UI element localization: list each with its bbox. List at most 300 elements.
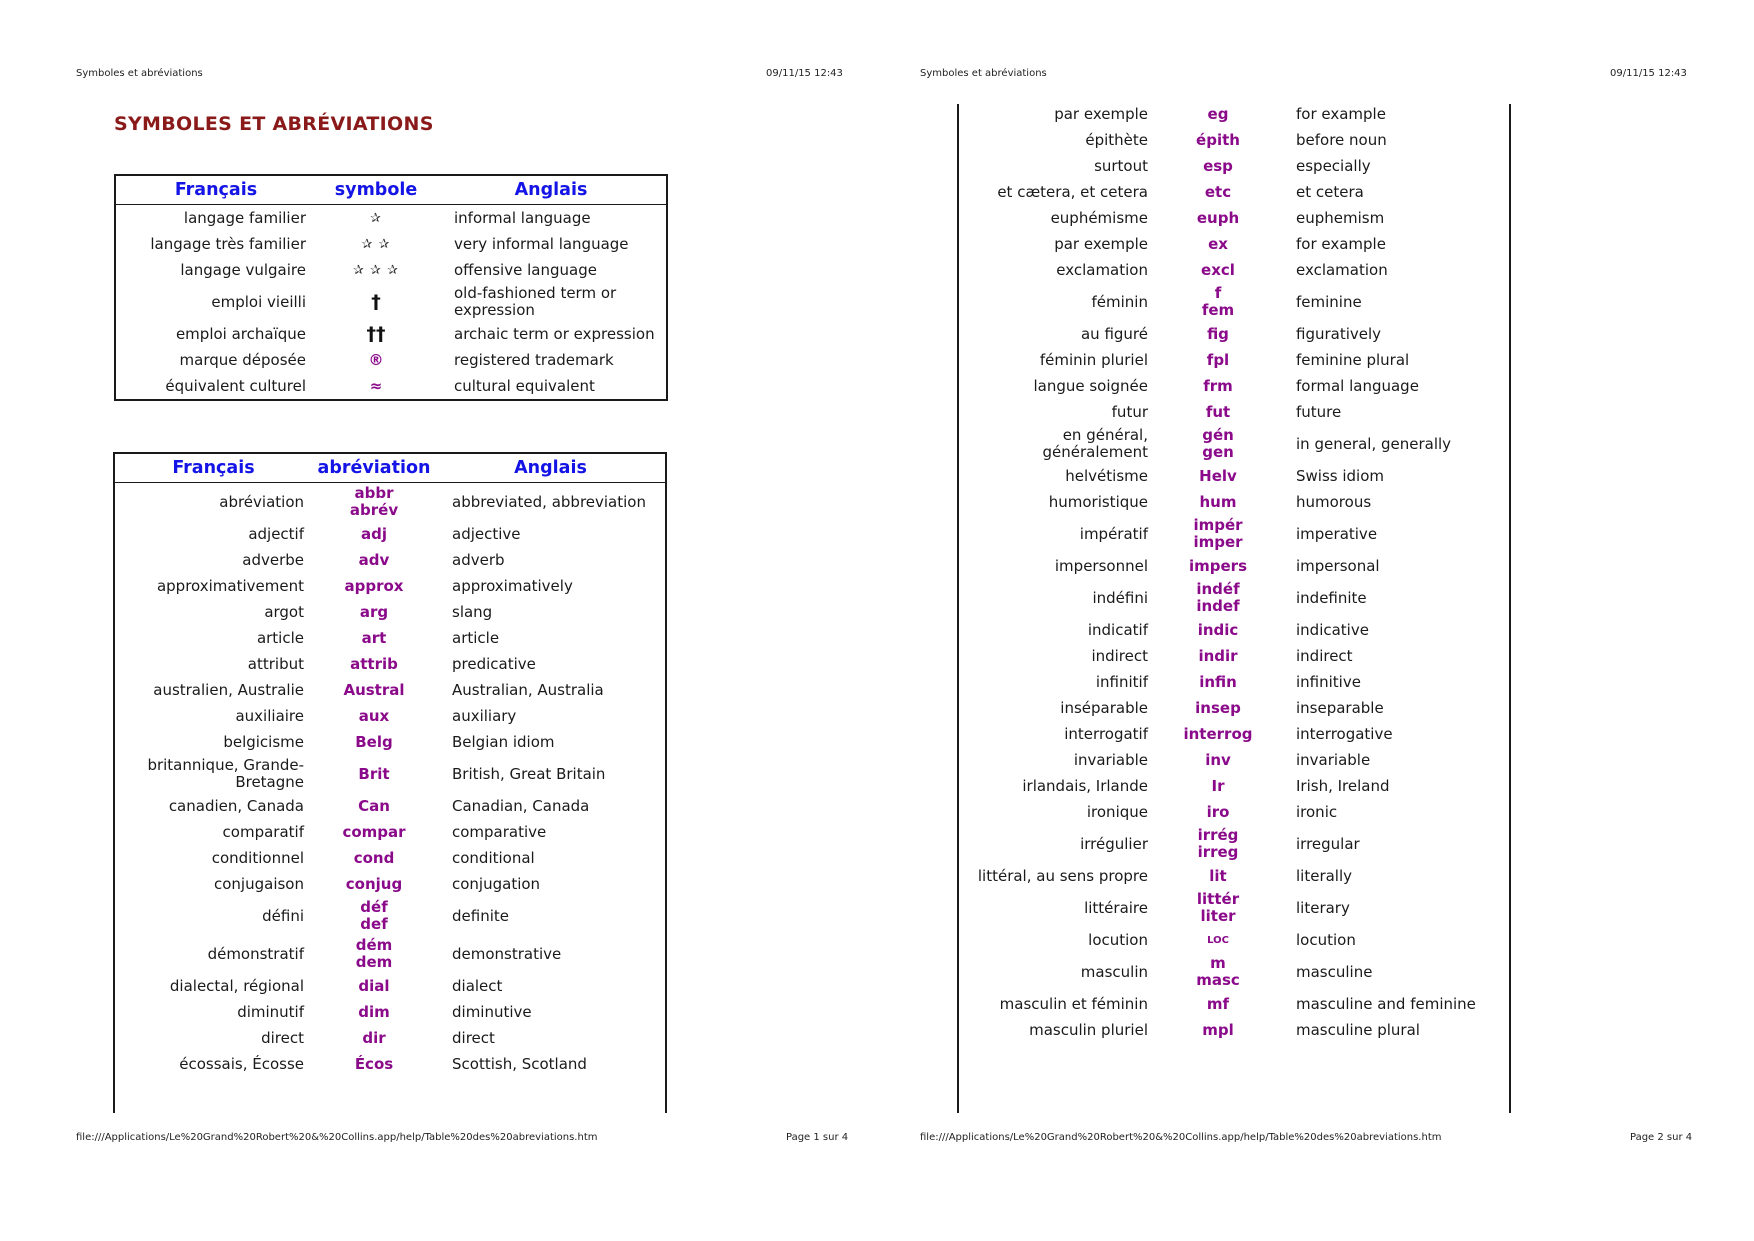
french-term: impératif (1079, 524, 1148, 543)
abbreviation-form: indic (1197, 620, 1239, 639)
abbreviation-form: gén (1202, 426, 1234, 444)
table-row (113, 729, 667, 755)
english-term: for example (1296, 104, 1386, 123)
english-term: offensive language (454, 260, 597, 279)
english-term: imperative (1296, 524, 1378, 543)
french-term: féminin (1091, 292, 1148, 311)
french-term: belgicisme (223, 732, 304, 751)
table-row (957, 463, 1511, 489)
english-term: feminine plural (1296, 350, 1410, 369)
table-right-border (665, 452, 667, 1113)
abbreviation (314, 1025, 434, 1051)
table-row (957, 863, 1511, 889)
abbreviation (314, 521, 434, 547)
table-row (113, 703, 667, 729)
french-term: humoristique (1048, 492, 1148, 511)
abbreviation (1158, 515, 1278, 553)
french-term: direct (261, 1028, 304, 1047)
english-term: humorous (1296, 492, 1372, 511)
abbreviation-form: irrég (1197, 826, 1239, 844)
abbreviation (314, 871, 434, 897)
french-term: indicatif (1087, 620, 1148, 639)
table-row (957, 927, 1511, 953)
table-row (957, 1017, 1511, 1043)
double-star-icon: ✰ ✰ (361, 236, 391, 252)
abbreviation-form: imper (1193, 533, 1243, 551)
abbreviation (314, 573, 434, 599)
english-term: future (1296, 402, 1342, 421)
table-row (957, 721, 1511, 747)
english-term: in general, generally (1296, 434, 1452, 453)
footer-right: Page 2 sur 4 (1630, 1132, 1693, 1143)
abbreviation-form: masc (1196, 971, 1240, 989)
abbreviation-form: impers (1188, 556, 1247, 575)
table-row (957, 991, 1511, 1017)
english-term: Irish, Ireland (1296, 776, 1390, 795)
french-term: masculin et féminin (999, 994, 1148, 1013)
dagger-icon: † (371, 290, 381, 313)
page-2 (877, 0, 1754, 1241)
table-row (957, 489, 1511, 515)
abbreviation (1158, 991, 1278, 1017)
abbreviation-form: compar (342, 822, 406, 841)
abbreviation (1158, 257, 1278, 283)
abbreviation-form: eg (1207, 104, 1229, 123)
english-term: infinitive (1296, 672, 1361, 691)
abbreviation-form: ex (1208, 234, 1228, 253)
approx-equal-icon: ≈ (369, 376, 383, 395)
table-row (957, 101, 1511, 127)
abbreviation-form: Belg (355, 732, 393, 751)
column-header-abbreviation: abréviation (314, 453, 434, 483)
table-row (115, 205, 667, 232)
french-term: article (256, 628, 304, 647)
column-header-french: Français (115, 175, 316, 205)
english-term: before noun (1296, 130, 1387, 149)
abbreviation-form: adj (360, 524, 387, 543)
abbreviation (1158, 489, 1278, 515)
abbreviations-table-1 (113, 452, 667, 1077)
abbreviation (314, 819, 434, 845)
french-term: conjugaison (214, 874, 304, 893)
french-term: indéfini (1092, 588, 1148, 607)
table-row (957, 321, 1511, 347)
french-term: helvétisme (1065, 466, 1148, 485)
french-term: abréviation (219, 492, 304, 511)
abbreviation (314, 677, 434, 703)
footer-left: file:///Applications/Le%20Grand%20Robert%20&%20Collins.app/help/Table%20des%20abreviations.htm (76, 1132, 598, 1143)
abbreviation (314, 729, 434, 755)
abbreviation-form: littér (1196, 890, 1240, 908)
header-right: 09/11/15 12:43 (1610, 68, 1687, 79)
abbreviation (1158, 373, 1278, 399)
french-term: indirect (1091, 646, 1148, 665)
abbreviation-form: excl (1201, 260, 1235, 279)
english-term: approximatively (452, 576, 573, 595)
abbreviations-table-1-body (113, 483, 667, 1078)
abbreviation-form: adv (358, 550, 390, 569)
table-row (957, 257, 1511, 283)
table-row (115, 373, 667, 400)
english-term: Belgian idiom (452, 732, 555, 751)
abbreviation (1158, 695, 1278, 721)
english-term: invariable (1296, 750, 1371, 769)
french-term: argot (264, 602, 304, 621)
abbreviation-form: dim (358, 1002, 390, 1021)
abbreviation (1158, 463, 1278, 489)
english-term: registered trademark (454, 350, 614, 369)
triple-star-icon: ✰ ✰ ✰ (353, 262, 399, 278)
abbreviation-form: Austral (343, 680, 405, 699)
abbreviation (1158, 425, 1278, 463)
abbreviation (314, 703, 434, 729)
table-row (957, 153, 1511, 179)
table-left-border (957, 104, 959, 1113)
abbreviation-form: euph (1196, 208, 1240, 227)
french-term: irlandais, Irlande (1022, 776, 1148, 795)
page-title: SYMBOLES ET ABRÉVIATIONS (114, 113, 434, 135)
table-row (113, 755, 667, 793)
abbreviation (1158, 283, 1278, 321)
abbreviation-form: mpl (1202, 1020, 1234, 1039)
table-row (957, 127, 1511, 153)
abbreviation-form: Helv (1199, 466, 1237, 485)
french-term: écossais, Écosse (179, 1054, 304, 1073)
abbreviation-form: aux (358, 706, 390, 725)
french-term: conditionnel (211, 848, 304, 867)
registered-icon: ® (368, 350, 384, 369)
french-term: britannique, Grande-Bretagne (147, 756, 304, 791)
table-row (113, 819, 667, 845)
english-term: article (452, 628, 500, 647)
abbreviation-form: frm (1203, 376, 1233, 395)
abbreviation-form: fig (1207, 324, 1229, 343)
star-icon: ✰ (370, 210, 382, 226)
english-term: Canadian, Canada (452, 796, 590, 815)
french-term: féminin pluriel (1039, 350, 1148, 369)
abbreviation (1158, 231, 1278, 257)
abbreviation-form: conjug (345, 874, 403, 893)
table-row (113, 999, 667, 1025)
abbreviation-form: dém (355, 936, 393, 954)
abbreviation-form: abrév (349, 501, 399, 519)
abbreviation-form: Can (358, 796, 390, 815)
french-term: langage très familier (150, 234, 306, 253)
abbreviation (1158, 153, 1278, 179)
abbreviation (1158, 927, 1278, 953)
english-term: abbreviated, abbreviation (452, 492, 646, 511)
table-row (113, 871, 667, 897)
table-row (115, 257, 667, 283)
english-term: literary (1296, 898, 1350, 917)
french-term: comparatif (222, 822, 304, 841)
table-row (957, 643, 1511, 669)
abbreviation-form: impér (1193, 516, 1243, 534)
abbreviation-form: inv (1205, 750, 1231, 769)
english-term: cultural equivalent (454, 376, 595, 395)
table-row (113, 1051, 667, 1077)
french-term: attribut (247, 654, 304, 673)
english-term: conjugation (452, 874, 541, 893)
english-term: adverb (452, 550, 505, 569)
abbreviation (1158, 889, 1278, 927)
english-term: British, Great Britain (452, 764, 606, 783)
table-row (957, 205, 1511, 231)
english-term: figuratively (1296, 324, 1382, 343)
english-term: Scottish, Scotland (452, 1054, 587, 1073)
abbreviation-form: épith (1196, 130, 1240, 149)
french-term: futur (1111, 402, 1148, 421)
french-term: infinitif (1095, 672, 1148, 691)
abbreviation-form: esp (1203, 156, 1233, 175)
header-left: Symboles et abréviations (76, 68, 203, 79)
abbreviation-form: hum (1199, 492, 1237, 511)
french-term: masculin (1080, 962, 1148, 981)
abbreviation (314, 793, 434, 819)
abbreviation-form: m (1210, 954, 1226, 972)
english-term: feminine (1296, 292, 1362, 311)
abbreviation (1158, 101, 1278, 127)
abbreviation (1158, 127, 1278, 153)
abbreviation-form: dir (362, 1028, 386, 1047)
table-row (113, 547, 667, 573)
abbreviation (314, 897, 434, 935)
abbreviation-form: approx (344, 576, 404, 595)
french-term: auxiliaire (235, 706, 304, 725)
abbreviation-form: déf (360, 898, 388, 916)
abbreviation-form: def (360, 915, 388, 933)
table-row (957, 553, 1511, 579)
english-term: informal language (454, 208, 591, 227)
english-term: comparative (452, 822, 547, 841)
abbreviation-form: iro (1206, 802, 1230, 821)
french-term: épithète (1085, 130, 1148, 149)
english-term: exclamation (1296, 260, 1388, 279)
french-term: démonstratif (207, 944, 304, 963)
french-term: invariable (1073, 750, 1148, 769)
english-term: adjective (452, 524, 521, 543)
french-term: adverbe (242, 550, 304, 569)
french-term: langage vulgaire (180, 260, 306, 279)
english-term: slang (452, 602, 493, 621)
table-row (957, 283, 1511, 321)
french-term: surtout (1094, 156, 1148, 175)
french-term: ironique (1086, 802, 1148, 821)
english-term: very informal language (454, 234, 629, 253)
table-row (113, 1025, 667, 1051)
table-row (113, 573, 667, 599)
french-term: littéral, au sens propre (977, 866, 1148, 885)
abbreviation (1158, 321, 1278, 347)
column-header-english: Anglais (436, 175, 667, 205)
abbreviation (1158, 669, 1278, 695)
table-row (957, 425, 1511, 463)
abbreviation-form: art (361, 628, 387, 647)
table-right-border (1509, 104, 1511, 1113)
french-term: marque déposée (179, 350, 306, 369)
french-term: défini (262, 906, 304, 925)
abbreviation (1158, 773, 1278, 799)
abbreviation (314, 625, 434, 651)
table-row (957, 373, 1511, 399)
english-term: locution (1296, 930, 1356, 949)
table-row (957, 889, 1511, 927)
abbreviation-form: indir (1198, 646, 1238, 665)
english-term: masculine (1296, 962, 1373, 981)
table-row (957, 579, 1511, 617)
table-row (957, 347, 1511, 373)
french-term: langue soignée (1033, 376, 1148, 395)
english-term: archaic term or expression (454, 324, 655, 343)
english-term: formal language (1296, 376, 1419, 395)
table-row (113, 677, 667, 703)
abbreviation (314, 973, 434, 999)
header-right: 09/11/15 12:43 (766, 68, 843, 79)
abbreviation (314, 599, 434, 625)
abbreviation-form: dem (355, 953, 393, 971)
abbreviation-form: LOC (1207, 934, 1229, 946)
english-term: interrogative (1296, 724, 1393, 743)
french-term: au figuré (1080, 324, 1148, 343)
symbols-table (114, 174, 668, 401)
table-row (957, 825, 1511, 863)
abbreviation-form: indef (1196, 597, 1240, 615)
table-row (957, 515, 1511, 553)
english-term: ironic (1296, 802, 1338, 821)
french-term: impersonnel (1054, 556, 1148, 575)
abbreviations-table-2 (957, 101, 1511, 1043)
abbreviation-form: fut (1205, 402, 1231, 421)
abbreviation (1158, 553, 1278, 579)
french-term: locution (1088, 930, 1148, 949)
abbreviation-form: cond (353, 848, 395, 867)
french-term: adjectif (248, 524, 304, 543)
english-term: irregular (1296, 834, 1360, 853)
abbreviation (1158, 643, 1278, 669)
table-row (113, 599, 667, 625)
abbreviation (1158, 747, 1278, 773)
french-term: emploi archaïque (175, 324, 306, 343)
abbreviation-form: arg (359, 602, 389, 621)
abbreviation-form: Ir (1211, 776, 1225, 795)
table-header-row (115, 175, 667, 205)
french-term: irrégulier (1080, 834, 1148, 853)
table-row (115, 321, 667, 347)
table-row (113, 845, 667, 871)
english-term: conditional (452, 848, 535, 867)
table-row (957, 773, 1511, 799)
english-term: Australian, Australia (452, 680, 604, 699)
french-term: diminutif (237, 1002, 304, 1021)
table-row (113, 973, 667, 999)
english-term: impersonal (1296, 556, 1380, 575)
english-term: direct (452, 1028, 495, 1047)
abbreviation (1158, 1017, 1278, 1043)
header-left: Symboles et abréviations (920, 68, 1047, 79)
footer-left: file:///Applications/Le%20Grand%20Robert%20&%20Collins.app/help/Table%20des%20abreviations.htm (920, 1132, 1442, 1143)
table-left-border (113, 452, 115, 1113)
table-row (957, 231, 1511, 257)
abbreviation (1158, 179, 1278, 205)
english-term: inseparable (1296, 698, 1384, 717)
abbreviation (314, 483, 434, 522)
french-term: par exemple (1054, 234, 1148, 253)
abbreviation (1158, 799, 1278, 825)
abbreviation-form: insep (1195, 698, 1241, 717)
english-term: masculine and feminine (1296, 994, 1476, 1013)
abbreviation (1158, 953, 1278, 991)
abbreviation (314, 755, 434, 793)
abbreviation-form: gen (1202, 443, 1234, 461)
english-term: old-fashioned term or expression (454, 284, 617, 319)
abbreviation (1158, 825, 1278, 863)
abbreviation (314, 1051, 434, 1077)
abbreviation-form: infin (1199, 672, 1237, 691)
table-row (957, 179, 1511, 205)
table-row (957, 799, 1511, 825)
abbreviation (1158, 347, 1278, 373)
table-row (115, 347, 667, 373)
abbreviation-form: dial (358, 976, 390, 995)
french-term: équivalent culturel (165, 376, 306, 395)
english-term: especially (1296, 156, 1371, 175)
french-term: masculin pluriel (1029, 1020, 1148, 1039)
table-row (957, 617, 1511, 643)
abbreviation-form: fem (1201, 301, 1235, 319)
column-header-symbol: symbole (316, 175, 436, 205)
abbreviation-form: liter (1200, 907, 1236, 925)
french-term: emploi vieilli (211, 292, 306, 311)
english-term: indicative (1296, 620, 1369, 639)
footer-right: Page 1 sur 4 (786, 1132, 849, 1143)
english-term: masculine plural (1296, 1020, 1420, 1039)
english-term: indefinite (1296, 588, 1367, 607)
abbreviation-form: interrog (1183, 724, 1253, 743)
abbreviation-form: Écos (354, 1054, 394, 1073)
english-term: indirect (1296, 646, 1353, 665)
french-term: euphémisme (1050, 208, 1148, 227)
abbreviation-form: attrib (350, 654, 398, 673)
abbreviation-form: lit (1209, 866, 1227, 885)
english-term: demonstrative (452, 944, 562, 963)
abbreviation-form: fpl (1206, 350, 1230, 369)
english-term: diminutive (452, 1002, 532, 1021)
table-header-row (113, 453, 667, 483)
french-term: littéraire (1084, 898, 1148, 917)
abbreviation-form: f (1214, 284, 1222, 302)
abbreviation (1158, 617, 1278, 643)
abbreviation (314, 999, 434, 1025)
abbreviation-form: etc (1204, 182, 1232, 201)
french-term: interrogatif (1064, 724, 1148, 743)
abbreviation (1158, 863, 1278, 889)
table-row (113, 521, 667, 547)
french-term: en général, généralement (1042, 426, 1148, 461)
abbreviation (314, 547, 434, 573)
english-term: euphemism (1296, 208, 1385, 227)
table-row (957, 747, 1511, 773)
table-row (113, 483, 667, 522)
french-term: inséparable (1060, 698, 1148, 717)
english-term: for example (1296, 234, 1386, 253)
english-term: definite (452, 906, 509, 925)
french-term: langage familier (183, 208, 306, 227)
english-term: et cetera (1296, 182, 1364, 201)
table-row (113, 897, 667, 935)
abbreviation (1158, 205, 1278, 231)
french-term: canadien, Canada (168, 796, 304, 815)
english-term: predicative (452, 654, 536, 673)
